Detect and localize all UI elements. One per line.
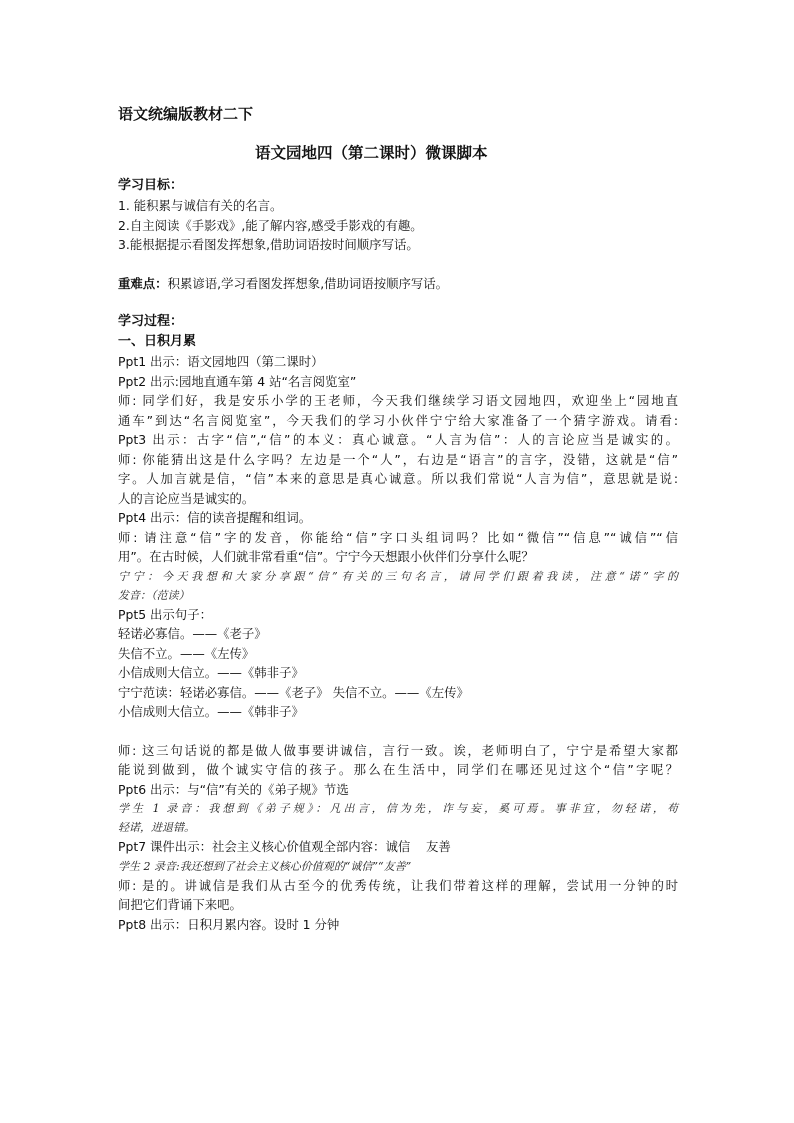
script-line: 师: 是的。讲诚信是我们从古至今的优秀传统，让我们带着这样的理解，尝试用一分钟的时 xyxy=(118,877,678,893)
ningning-speech: 宁宁：今天我想和大家分享跟“信”有关的三句名言，请同学们跟着我读，注意“诺”字的 xyxy=(118,569,678,583)
document-header: 语文统编版教材二下 xyxy=(118,105,254,123)
script-line: 人的言论应当是诚实的。 xyxy=(118,490,255,506)
script-line: 师: 请注意“信”字的发音，你能给“信”字口头组词吗？比如“微信”“信息”“诚信”“信 xyxy=(118,529,678,545)
key-points-text: 积累谚语,学习看图发挥想象,借助词语按顺序写话。 xyxy=(167,275,449,291)
ningning-speech-cont: 发音：（范读） xyxy=(118,588,190,602)
key-points-label: 重难点： xyxy=(118,275,168,291)
process-heading: 学习过程： xyxy=(118,314,184,329)
key-points xyxy=(118,274,678,294)
quote-line: 轻诺必寡信。——《老子》 xyxy=(118,626,267,641)
document-page xyxy=(118,104,678,934)
script-line: 间把它们背诵下来吧。 xyxy=(118,897,242,912)
script-line: 师: 这三句话说的都是做人做事要讲诚信，言行一致。诶，老师明白了，宁宁是希望大家都 xyxy=(118,742,678,758)
script-line: 用”。在古时候，人们就非常看重“信”。宁宁今天想跟小伙伴们分享什么呢？ xyxy=(118,549,534,564)
script-line: 师: 同学们好，我是安乐小学的王老师，今天我们继续学习语文园地四，欢迎坐上“园地直 xyxy=(118,393,678,408)
script-line: 宁宁范读：轻诺必寡信。——《老子》 失信不立。——《左传》 xyxy=(118,684,469,700)
script-line: 通车”到达“名言阅览室”，今天我们的学习小伙伴宁宁给大家准备了一个猜字游戏。请看: xyxy=(118,412,678,428)
document-title: 语文园地四（第二课时）微课脚本 xyxy=(255,144,488,162)
script-line: Ppt6 出示：与“信”有关的《弟子规》节选 xyxy=(118,781,349,797)
script-line: 师: 你能猜出这是什么字吗？左边是一个“人”，右边是“语言”的言字，没错，这就是“信” xyxy=(118,451,678,467)
script-line: 字。人加言就是信，“信”本来的意思是真心诚意。所以我们常说“人言为信”，意思就是说: xyxy=(118,471,678,486)
script-line: Ppt1 出示：语文园地四（第二课时） xyxy=(118,354,324,369)
script-line: Ppt2 出示:园地直通车第 4 站“名言阅览室” xyxy=(118,373,357,389)
student2-recording: 学生 2 录音:我还想到了社会主义核心价值观的“诚信”“友善” xyxy=(118,859,412,873)
section-heading: 一、日积月累 xyxy=(118,334,197,349)
script-line: Ppt5 出示句子： xyxy=(118,606,212,622)
goal-item: 1. 能积累与诚信有关的名言。 xyxy=(118,198,283,213)
goals-heading: 学习目标： xyxy=(118,178,184,193)
quote-line: 小信成则大信立。——《韩非子》 xyxy=(118,665,304,680)
goal-item: 3.能根据提示看图发挥想象,借助词语按时间顺序写话。 xyxy=(118,237,419,252)
script-line: Ppt3 出示：古字“信”,“信”的本义：真心诚意。“人言为信”：人的言论应当是诚实的。 xyxy=(118,432,678,447)
script-line: Ppt8 出示：日积月累内容。设时 1 分钟 xyxy=(118,916,340,932)
script-line: Ppt7 课件出示：社会主义核心价值观全部内容：诚信 友善 xyxy=(118,839,451,854)
goal-item: 2.自主阅读《手影戏》,能了解内容,感受手影戏的有趣。 xyxy=(118,217,423,233)
student1-recording-cont: 轻诺，进退错。 xyxy=(118,821,195,834)
quote-line: 小信成则大信立。——《韩非子》 xyxy=(118,704,304,719)
quote-line: 失信不立。——《左传》 xyxy=(118,645,255,661)
script-line: 能说到做到，做个诚实守信的孩子。那么在生活中，同学们在哪还见过这个“信”字呢？ xyxy=(118,762,678,777)
script-line: Ppt4 出示：信的读音提醒和组词。 xyxy=(118,510,312,525)
student1-recording: 学生 1 录音：我想到《弟子规》：凡出言，信为先，诈与妄，奚可焉。事非宜，勿轻诺，苟 xyxy=(118,802,678,815)
